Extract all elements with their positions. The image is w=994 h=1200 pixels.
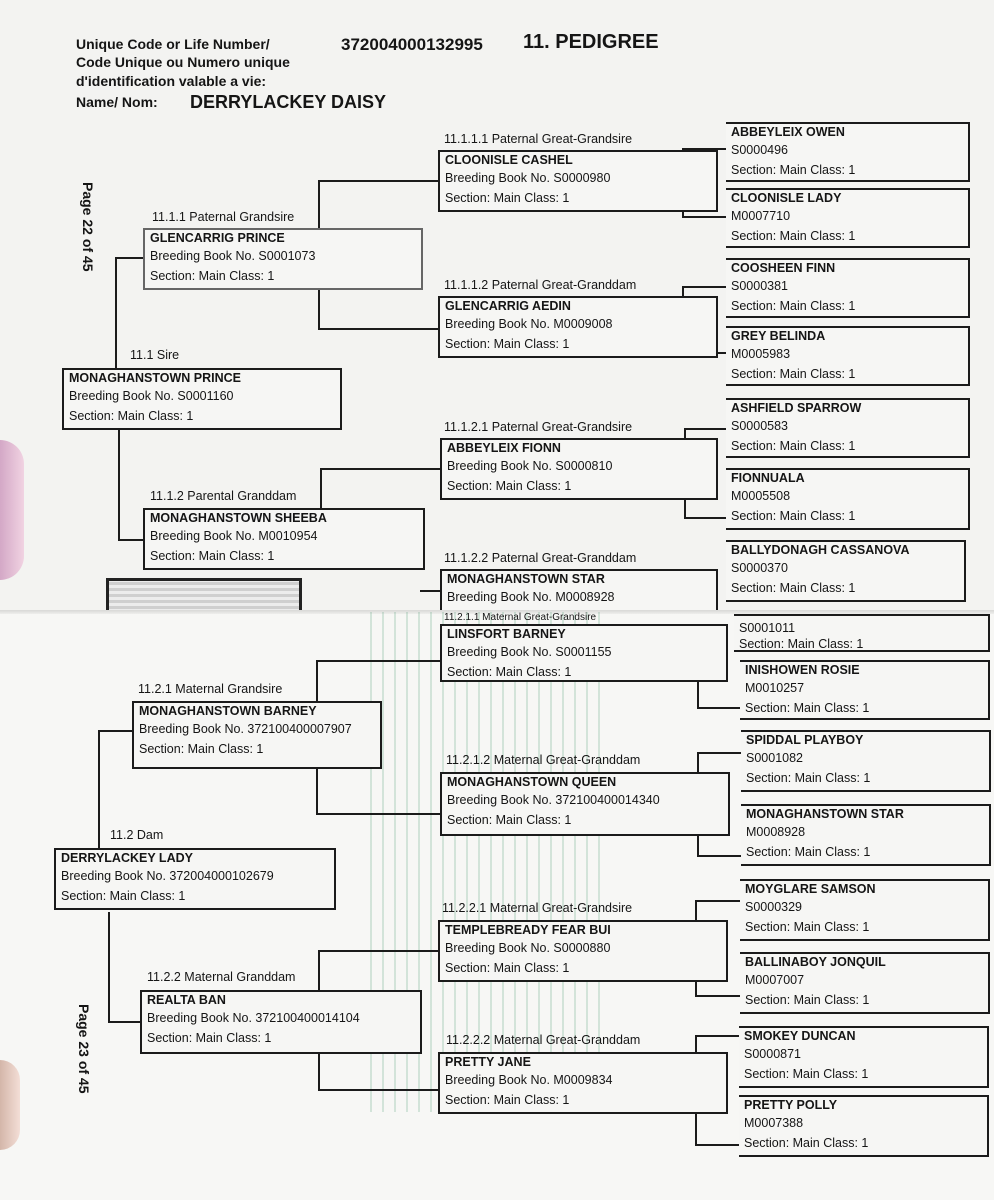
ggd-222-label: 11.2.2.2 Maternal Great-Granddam xyxy=(446,1033,641,1047)
connector xyxy=(115,257,117,369)
sire-book: Breeding Book No. S0001160 xyxy=(69,389,234,403)
paternal-granddam-label: 11.1.2 Parental Granddam xyxy=(150,489,297,503)
right-box-1 xyxy=(726,122,970,182)
maternal-grandsire-box xyxy=(132,701,382,769)
maternal-granddam-section: Section: Main Class: 1 xyxy=(147,1031,272,1045)
right-code-4: M0005983 xyxy=(731,347,791,361)
connector xyxy=(697,752,741,754)
ggs-111-book: Breeding Book No. S0000980 xyxy=(445,171,611,185)
code-label-1: Unique Code or Life Number/ xyxy=(76,36,270,52)
connector xyxy=(108,1021,142,1023)
right-name-6: FIONNUALA xyxy=(731,471,805,485)
right-box-12 xyxy=(740,879,990,941)
right-section-11: Section: Main Class: 1 xyxy=(746,845,871,859)
sire-section: Section: Main Class: 1 xyxy=(69,409,194,423)
paternal-grandsire-name: GLENCARRIG PRINCE xyxy=(150,231,285,245)
connector xyxy=(318,180,320,230)
right-box-13 xyxy=(740,952,990,1014)
right-code-6: M0005508 xyxy=(731,489,791,503)
right-name-11: MONAGHANSTOWN STAR xyxy=(746,807,904,821)
paternal-granddam-name: MONAGHANSTOWN SHEEBA xyxy=(150,511,327,525)
right-code-7: S0000370 xyxy=(731,561,789,575)
paternal-granddam-section: Section: Main Class: 1 xyxy=(150,549,275,563)
ggs-221-book: Breeding Book No. S0000880 xyxy=(445,941,611,955)
right-box-2 xyxy=(726,188,970,248)
connector xyxy=(684,428,726,430)
right-code-3: S0000381 xyxy=(731,279,789,293)
right-name-9: INISHOWEN ROSIE xyxy=(745,663,860,677)
right-code-13: M0007007 xyxy=(745,973,805,987)
connector xyxy=(695,1144,741,1146)
maternal-granddam-box xyxy=(140,990,422,1054)
connector xyxy=(316,813,440,815)
connector xyxy=(697,855,741,857)
paternal-grandsire-section: Section: Main Class: 1 xyxy=(150,269,275,283)
ggs-211-label: 11.2.1.1 Maternal Great-Grandsire xyxy=(444,612,597,623)
right-code-2: M0007710 xyxy=(731,209,791,223)
connector xyxy=(695,900,741,902)
right-code-8: S0001011 xyxy=(739,621,796,635)
right-box-4 xyxy=(726,326,970,386)
dam-name: DERRYLACKEY LADY xyxy=(61,851,193,865)
finger-shadow-top xyxy=(0,440,24,580)
ggd-112-book: Breeding Book No. M0009008 xyxy=(445,317,613,331)
right-section-2: Section: Main Class: 1 xyxy=(731,229,856,243)
dam-label: 11.2 Dam xyxy=(110,828,164,842)
right-name-2: CLOONISLE LADY xyxy=(731,191,842,205)
right-section-15: Section: Main Class: 1 xyxy=(744,1136,869,1150)
maternal-granddam-name: REALTA BAN xyxy=(147,993,226,1007)
connector xyxy=(682,216,726,218)
connector xyxy=(682,286,726,288)
ggd-122-label: 11.1.2.2 Paternal Great-Granddam xyxy=(444,551,637,565)
paternal-grandsire-book: Breeding Book No. S0001073 xyxy=(150,249,316,263)
maternal-grandsire-book: Breeding Book No. 372100400007907 xyxy=(139,722,352,736)
right-box-3 xyxy=(726,258,970,318)
ggd-222-section: Section: Main Class: 1 xyxy=(445,1093,570,1107)
ggs-221-box xyxy=(438,920,728,982)
ggd-222-box xyxy=(438,1052,728,1114)
right-section-1: Section: Main Class: 1 xyxy=(731,163,856,177)
ggs-221-section: Section: Main Class: 1 xyxy=(445,961,570,975)
paternal-grandsire-label: 11.1.1 Paternal Grandsire xyxy=(152,210,295,224)
ggd-112-box xyxy=(438,296,718,358)
right-name-5: ASHFIELD SPARROW xyxy=(731,401,862,415)
right-name-1: ABBEYLEIX OWEN xyxy=(731,125,845,139)
finger-shadow-bottom xyxy=(0,1060,20,1150)
dam-book: Breeding Book No. 372004000102679 xyxy=(61,869,274,883)
right-code-15: M0007388 xyxy=(744,1116,804,1130)
ggs-121-section: Section: Main Class: 1 xyxy=(447,479,572,493)
connector xyxy=(695,995,741,997)
ggd-112-section: Section: Main Class: 1 xyxy=(445,337,570,351)
ggs-111-section: Section: Main Class: 1 xyxy=(445,191,570,205)
right-code-9: M0010257 xyxy=(745,681,805,695)
code-label-3: d'identification valable a vie: xyxy=(76,73,267,89)
maternal-granddam-book: Breeding Book No. 372100400014104 xyxy=(147,1011,360,1025)
ggs-221-name: TEMPLEBREADY FEAR BUI xyxy=(445,923,611,937)
paternal-granddam-book: Breeding Book No. M0010954 xyxy=(150,529,318,543)
ggs-121-label: 11.1.2.1 Paternal Great-Grandsire xyxy=(444,420,633,434)
right-box-5 xyxy=(726,398,970,458)
ggs-211-name: LINSFORT BARNEY xyxy=(447,627,566,641)
right-code-14: S0000871 xyxy=(744,1047,802,1061)
sire-label: 11.1 Sire xyxy=(130,348,180,362)
connector xyxy=(318,289,320,329)
right-box-14 xyxy=(739,1026,989,1088)
ggd-122-book: Breeding Book No. M0008928 xyxy=(447,590,615,604)
ggd-222-name: PRETTY JANE xyxy=(445,1055,531,1069)
ggd-112-label: 11.1.1.2 Paternal Great-Granddam xyxy=(444,278,637,292)
right-section-7: Section: Main Class: 1 xyxy=(731,581,856,595)
name-label: Name/ Nom: xyxy=(76,94,158,110)
right-name-3: COOSHEEN FINN xyxy=(731,261,836,275)
connector xyxy=(684,517,726,519)
connector xyxy=(98,730,132,732)
ggs-221-label: 11.2.2.1 Maternal Great-Grandsire xyxy=(442,901,633,915)
ggs-111-name: CLOONISLE CASHEL xyxy=(445,153,573,167)
ggd-222-book: Breeding Book No. M0009834 xyxy=(445,1073,613,1087)
connector xyxy=(318,950,438,952)
connector xyxy=(697,707,741,709)
right-section-13: Section: Main Class: 1 xyxy=(745,993,870,1007)
right-section-14: Section: Main Class: 1 xyxy=(744,1067,869,1081)
ggd-122-name: MONAGHANSTOWN STAR xyxy=(447,572,605,586)
paternal-grandsire-box xyxy=(143,228,423,290)
ggs-211-book: Breeding Book No. S0001155 xyxy=(447,645,612,659)
ggd-212-book: Breeding Book No. 372100400014340 xyxy=(447,793,660,807)
connector xyxy=(318,180,440,182)
connector xyxy=(118,430,120,540)
connector xyxy=(318,328,440,330)
ggd-212-section: Section: Main Class: 1 xyxy=(447,813,572,827)
right-box-8 xyxy=(734,614,990,652)
connector xyxy=(318,1052,320,1090)
animal-name: DERRYLACKEY DAISY xyxy=(190,92,387,112)
connector xyxy=(98,730,100,850)
right-name-12: MOYGLARE SAMSON xyxy=(745,882,876,896)
sire-name: MONAGHANSTOWN PRINCE xyxy=(69,371,241,385)
ggs-211-box xyxy=(440,624,728,682)
ggs-211-section: Section: Main Class: 1 xyxy=(447,665,572,679)
maternal-granddam-label: 11.2.2 Maternal Granddam xyxy=(147,970,296,984)
right-name-15: PRETTY POLLY xyxy=(744,1098,838,1112)
connector xyxy=(318,1089,438,1091)
dam-box xyxy=(54,848,336,910)
maternal-grandsire-label: 11.2.1 Maternal Grandsire xyxy=(138,682,283,696)
right-box-10 xyxy=(741,730,991,792)
right-name-4: GREY BELINDA xyxy=(731,329,826,343)
connector xyxy=(316,768,318,814)
right-box-7 xyxy=(726,540,966,602)
right-name-14: SMOKEY DUNCAN xyxy=(744,1029,856,1043)
connector xyxy=(316,660,440,662)
right-section-9: Section: Main Class: 1 xyxy=(745,701,870,715)
connector xyxy=(318,950,320,992)
maternal-grandsire-name: MONAGHANSTOWN BARNEY xyxy=(139,704,317,718)
right-section-4: Section: Main Class: 1 xyxy=(731,367,856,381)
right-box-9 xyxy=(740,660,990,720)
right-box-11 xyxy=(741,804,991,866)
sire-box xyxy=(62,368,342,430)
maternal-grandsire-section: Section: Main Class: 1 xyxy=(139,742,264,756)
ggd-212-label: 11.2.1.2 Maternal Great-Granddam xyxy=(446,753,641,767)
ggs-121-name: ABBEYLEIX FIONN xyxy=(447,441,561,455)
connector xyxy=(695,1035,741,1037)
ggd-112-name: GLENCARRIG AEDIN xyxy=(445,299,571,313)
connector xyxy=(115,257,145,259)
ggd-212-box xyxy=(440,772,730,836)
section-title: 11. PEDIGREE xyxy=(523,31,659,53)
right-box-6 xyxy=(726,468,970,530)
right-code-12: S0000329 xyxy=(745,900,803,914)
right-section-3: Section: Main Class: 1 xyxy=(731,299,856,313)
connector xyxy=(320,468,322,508)
right-section-5: Section: Main Class: 1 xyxy=(731,439,856,453)
connector xyxy=(108,912,110,1022)
right-name-7: BALLYDONAGH CASSANOVA xyxy=(731,543,910,557)
ggs-111-label: 11.1.1.1 Paternal Great-Grandsire xyxy=(444,132,633,146)
connector xyxy=(320,468,440,470)
right-name-10: SPIDDAL PLAYBOY xyxy=(746,733,864,747)
right-code-10: S0001082 xyxy=(746,751,804,765)
ggs-111-box xyxy=(438,150,718,212)
right-code-1: S0000496 xyxy=(731,143,789,157)
page-number-23: Page 23 of 45 xyxy=(76,1004,92,1094)
page-number-22: Page 22 of 45 xyxy=(80,182,96,272)
connector xyxy=(316,660,318,704)
right-name-13: BALLINABOY JONQUIL xyxy=(745,955,886,969)
right-code-5: S0000583 xyxy=(731,419,789,433)
paternal-granddam-box xyxy=(143,508,425,570)
ggs-121-box xyxy=(440,438,718,500)
connector xyxy=(118,539,144,541)
right-box-15 xyxy=(739,1095,989,1157)
right-section-10: Section: Main Class: 1 xyxy=(746,771,871,785)
ggs-121-book: Breeding Book No. S0000810 xyxy=(447,459,613,473)
ggd-212-name: MONAGHANSTOWN QUEEN xyxy=(447,775,617,789)
unique-code-value: 372004000132995 xyxy=(341,35,483,54)
connector xyxy=(420,590,440,592)
right-section-8: Section: Main Class: 1 xyxy=(739,637,864,651)
right-section-6: Section: Main Class: 1 xyxy=(731,509,856,523)
right-code-11: M0008928 xyxy=(746,825,806,839)
code-label-2: Code Unique ou Numero unique xyxy=(76,54,290,70)
right-section-12: Section: Main Class: 1 xyxy=(745,920,870,934)
dam-section: Section: Main Class: 1 xyxy=(61,889,186,903)
